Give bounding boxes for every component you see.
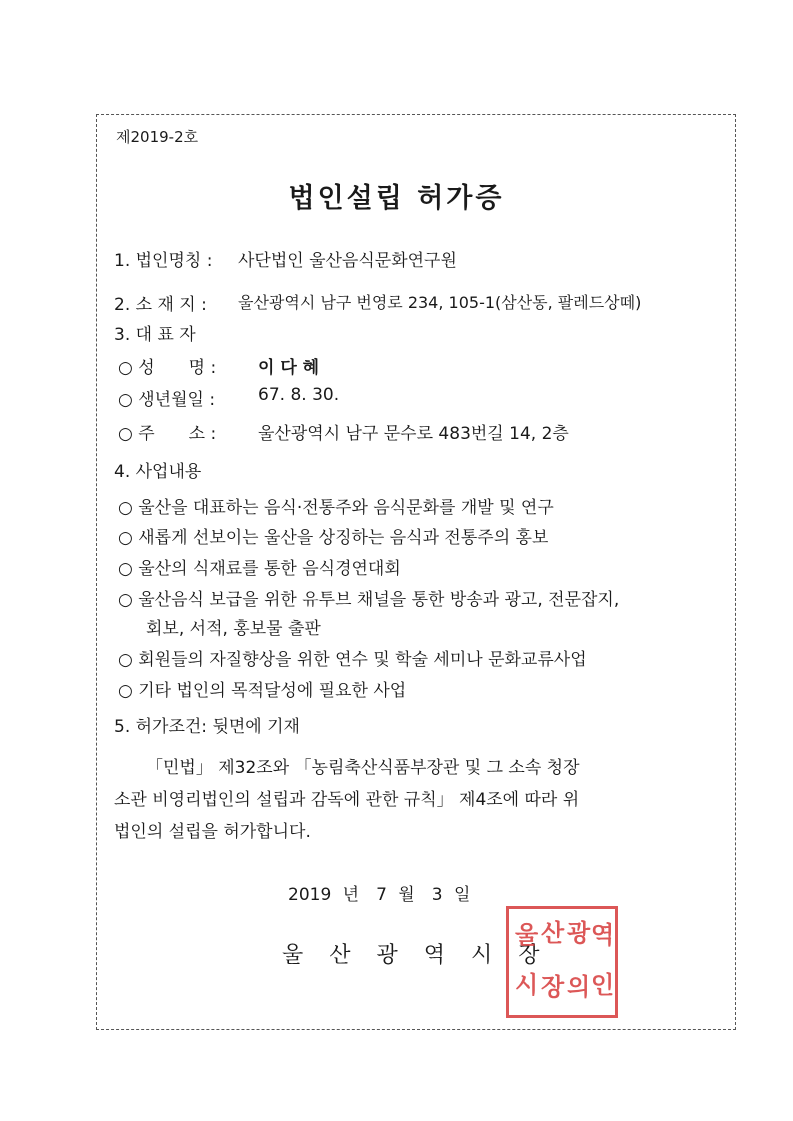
seal-char: 의 [567, 973, 591, 1001]
document-title: 법인설립 허가증 [288, 183, 505, 214]
issuer-name: 울산광역시장 [282, 943, 566, 968]
rep-address-value: 울산광역시 남구 문수로 483번길 14, 2층 [258, 424, 569, 444]
rep-address-label: ○ 주 소 : [118, 424, 217, 444]
address-value: 울산광역시 남구 번영로 234, 105-1(삼산동, 팔레드상떼) [238, 293, 642, 312]
rep-name-value: 이 다 혜 [258, 358, 320, 378]
business-label: 4. 사업내용 [114, 462, 202, 482]
seal-char: 장 [541, 973, 565, 1001]
seal-char: 산 [541, 919, 565, 947]
business-item: ○ 울산음식 보급을 위한 유투브 채널을 통한 방송과 광고, 전문잡지, [118, 590, 620, 610]
issue-date: 2019 년 7 월 3 일 [288, 885, 471, 905]
representative-label: 3. 대 표 자 [114, 325, 196, 345]
seal-char: 역 [591, 921, 615, 949]
official-seal [506, 906, 618, 1018]
statement-line-1: 「민법」 제32조와 「농림축산식품부장관 및 그 소속 청장 [146, 758, 580, 778]
conditions-label: 5. 허가조건: 뒷면에 기재 [114, 717, 300, 737]
business-item: ○ 새롭게 선보이는 울산을 상징하는 음식과 전통주의 홍보 [118, 528, 549, 548]
business-item: ○ 울산의 식재료를 통한 음식경연대회 [118, 559, 401, 579]
rep-name-label: ○ 성 명 : [118, 358, 217, 378]
seal-char: 울 [515, 921, 539, 949]
business-item-continued: 회보, 서적, 홍보물 출판 [146, 619, 321, 639]
rep-birthdate-label: ○ 생년월일 : [118, 390, 216, 410]
seal-char: 인 [591, 971, 615, 999]
seal-char: 시 [515, 971, 539, 999]
business-item: ○ 울산을 대표하는 음식·전통주와 음식문화를 개발 및 연구 [118, 498, 554, 518]
document-number: 제2019-2호 [116, 128, 199, 146]
statement-paragraph [114, 752, 714, 848]
corp-name-label: 1. 법인명칭 : [114, 251, 213, 271]
seal-char: 광 [567, 919, 591, 947]
rep-birthdate-value: 67. 8. 30. [258, 385, 340, 405]
business-item: ○ 회원들의 자질향상을 위한 연수 및 학술 세미나 문화교류사업 [118, 650, 587, 670]
business-item: ○ 기타 법인의 목적달성에 필요한 사업 [118, 681, 407, 701]
address-label: 2. 소 재 지 : [114, 295, 207, 315]
statement-line-2: 소관 비영리법인의 설립과 감독에 관한 규칙」 제4조에 따라 위 [114, 790, 580, 810]
corp-name-value: 사단법인 울산음식문화연구원 [238, 251, 457, 271]
statement-line-3: 법인의 설립을 허가합니다. [114, 822, 311, 842]
